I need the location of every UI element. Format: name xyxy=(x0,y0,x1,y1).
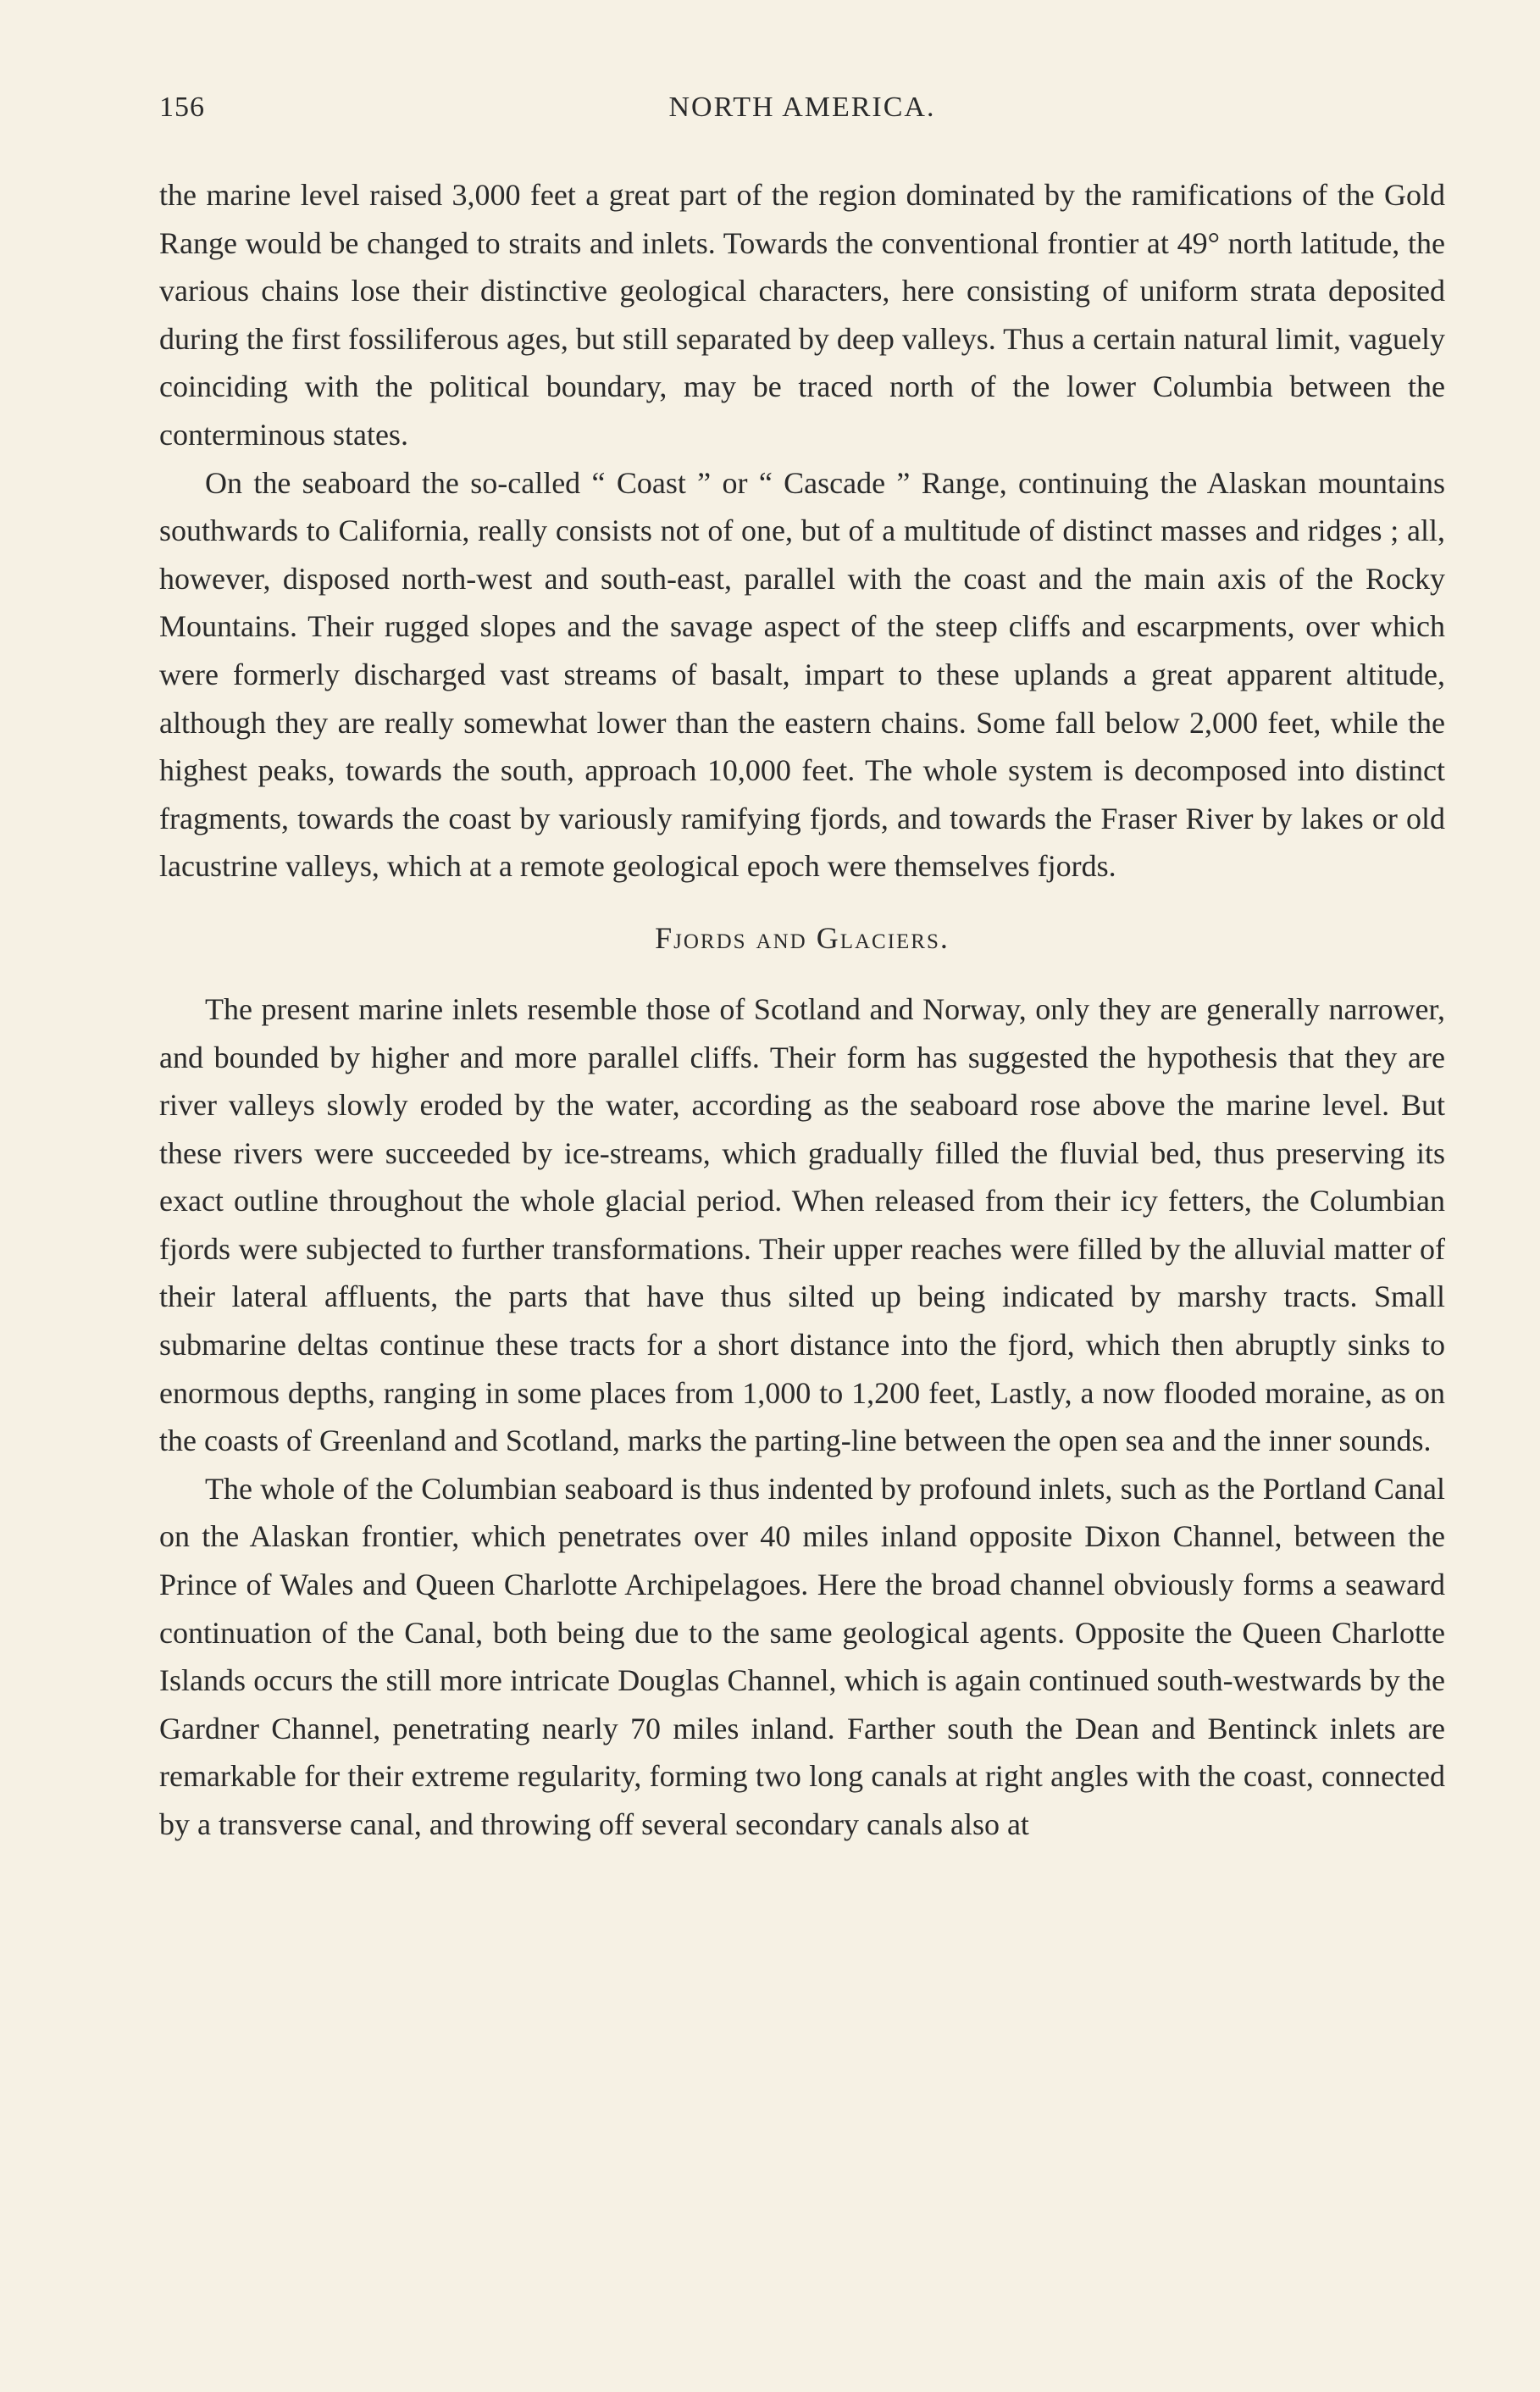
paragraph: On the seaboard the so-called “ Coast ” or “ Cascade ” Range, continuing the Alaskan mountains southwards to California, really consists not of one, but of a multitude of distinct masses and ridges ; all, however, disposed north-west and south-east, parallel with the coast and the main axis of the Rocky Mountains. Their rugged slopes and the savage aspect of the steep cliffs and escarpments, over which were formerly discharged vast streams of basalt, impart to these uplands a great apparent altitude, although they are really somewhat lower than the eastern chains. Some fall below 2,000 feet, while the highest peaks, towards the south, approach 10,000 feet. The whole system is decomposed into distinct fragments, towards the coast by variously ramifying fjords, and towards the Fraser River by lakes or old lacustrine valleys, which at a remote geological epoch were themselves fjords. xyxy=(159,465,1445,884)
body-text xyxy=(159,171,1445,1849)
paragraph: The whole of the Columbian seaboard is thus indented by profound inlets, such as the Portland Canal on the Alaskan frontier, which penetrates over 40 miles inland opposite Dixon Channel, between the Prince of Wales and Queen Charlotte Archipelagoes. Here the broad channel obviously forms a seaward continuation of the Canal, both being due to the same geological agents. Opposite the Queen Charlotte Islands occurs the still more intricate Douglas Channel, which is again continued south-westwards by the Gardner Channel, penetrating nearly 70 miles inland. Farther south the Dean and Bentinck inlets are remarkable for their extreme regularity, forming two long canals at right angles with the coast, connected by a transverse canal, and throwing off several secondary canals also at xyxy=(159,1471,1445,1841)
page-number: 156 xyxy=(159,92,205,123)
paragraph: the marine level raised 3,000 feet a great part of the region dominated by the ramifications of the Gold Range would be changed to straits and inlets. Towards the conventional frontier at 49° north latitude, the various chains lose their distinctive geological characters, here consisting of uniform strata deposited during the first fossiliferous ages, but still separated by deep valleys. Thus a certain natural limit, vaguely coinciding with the political boundary, may be traced north of the lower Columbia between the conterminous states. xyxy=(159,178,1445,452)
running-head xyxy=(159,92,1445,132)
section-heading: Fjords and Glaciers. xyxy=(655,920,950,955)
running-title: NORTH AMERICA. xyxy=(668,92,936,123)
paragraph: The present marine inlets resemble those of Scotland and Norway, only they are generally narrower, and bounded by higher and more parallel cliffs. Their form has suggested the hypothesis that they are river valleys slowly eroded by the water, according as the seaboard rose above the marine level. But these rivers were succeeded by ice-streams, which gradually filled the fluvial bed, thus preserving its exact outline throughout the whole glacial period. When released from their icy fetters, the Columbian fjords were subjected to further transformations. Their upper reaches were filled by the alluvial matter of their lateral affluents, the parts that have thus silted up being indicated by marshy tracts. Small submarine deltas continue these tracts for a short distance into the fjord, which then abruptly sinks to enormous depths, ranging in some places from 1,000 to 1,200 feet, Lastly, a now flooded moraine, as on the coasts of Greenland and Scotland, marks the parting-line between the open sea and the inner sounds. xyxy=(159,991,1445,1458)
